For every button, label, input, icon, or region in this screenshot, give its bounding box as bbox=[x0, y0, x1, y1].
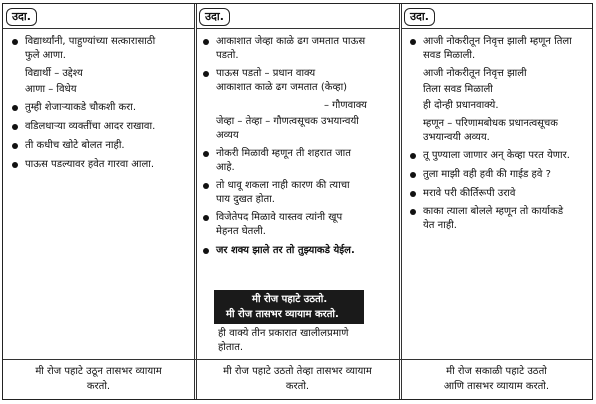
footer-line: करतो. bbox=[285, 381, 310, 392]
highlight-line: मी रोज तासभर व्यायाम करतो. bbox=[226, 309, 339, 320]
compound-sentence-column bbox=[401, 4, 592, 399]
example-item: तू पुण्याला जाणार अन् केव्हा परत येणार. bbox=[423, 150, 570, 161]
complex-sentence-column bbox=[196, 4, 399, 399]
predicate-label: आणा – विधेय bbox=[25, 84, 77, 95]
example-item: वडिलधाऱ्या व्यक्तींचा आदर राखावा. bbox=[25, 121, 156, 132]
column-divider bbox=[399, 4, 400, 399]
example-item: मरावे परी कीर्तिरूपी उरावे bbox=[423, 188, 516, 199]
subordinate-label: – गौणवाक्य bbox=[324, 100, 367, 111]
simple-sentence-column bbox=[3, 4, 194, 399]
example-item: पाऊस पडतो – प्रधान वाक्य bbox=[216, 68, 316, 79]
example-item-cont: आहे. bbox=[216, 162, 235, 173]
example-item: तो धावू शकला नाही कारण की त्याचा bbox=[216, 180, 350, 191]
conjunction-note-cont: उभयान्वयी अव्यय. bbox=[423, 132, 490, 143]
example-item-cont: फुले आणा. bbox=[25, 50, 66, 61]
example-item: तुम्ही शेजाऱ्याकडे चौकशी करा. bbox=[25, 102, 137, 113]
footer-line: मी रोज सकाळी पहाटे उठतो bbox=[446, 366, 547, 377]
example-item: नोकरी मिळावी म्हणून ती शहरात जात bbox=[216, 148, 351, 159]
example-item: विजेतेपद मिळावे यास्तव त्यांनी खूप bbox=[216, 212, 343, 223]
example-item-cont: सवड मिळाली. bbox=[423, 50, 476, 61]
example-item: आजी नोकरीतून निवृत्त झाली म्हणून तिला bbox=[423, 36, 572, 47]
highlight-line: मी रोज पहाटे उठतो. bbox=[252, 294, 328, 305]
explanation-line: ही वाक्ये तीन प्रकारात खालीलप्रमाणे bbox=[218, 328, 349, 339]
clause-line: आजी नोकरीतून निवृत्त झाली bbox=[423, 68, 527, 79]
example-item: तुला माझी वही हवी की गाईड हवे ? bbox=[423, 169, 551, 180]
conjunction-note: जेव्हा – तेव्हा – गौणत्वसूचक उभयान्वयी bbox=[216, 116, 359, 127]
example-tag: उदा. bbox=[6, 8, 37, 26]
example-item-cont: पडतो. bbox=[216, 50, 239, 61]
example-tag: उदा. bbox=[199, 8, 230, 26]
example-item: विद्यार्थ्यांनी, पाहुण्यांच्या सत्कारासाठी bbox=[25, 36, 156, 47]
clause-note: ही दोन्ही प्रधानवाक्ये. bbox=[423, 100, 499, 111]
example-tag: उदा. bbox=[404, 8, 435, 26]
clause-line: तिला सवड मिळाली bbox=[423, 84, 493, 95]
footer-line: करतो. bbox=[86, 381, 111, 392]
example-item-cont: येत नाही. bbox=[423, 220, 457, 231]
conjunction-note-cont: अव्यय bbox=[216, 130, 239, 141]
tag-rule bbox=[3, 28, 194, 29]
example-item-cont: पाय दुखत होता. bbox=[216, 194, 275, 205]
example-item-cont: मेहनत घेतली. bbox=[216, 226, 266, 237]
column-divider bbox=[194, 4, 195, 399]
example-item: जर शक्य झाले तर तो तुझ्याकडे येईल. bbox=[216, 245, 355, 256]
examples-table bbox=[2, 3, 593, 400]
footer-line: मी रोज पहाटे उठून तासभर व्यायाम bbox=[35, 366, 162, 377]
highlight-box bbox=[214, 290, 364, 324]
subject-label: विद्यार्थी – उद्देश्य bbox=[25, 68, 83, 79]
tag-rule bbox=[196, 28, 399, 29]
example-item-cont: आकाशात काळे ढग जमतात (केव्हा) bbox=[216, 82, 348, 93]
tag-rule bbox=[401, 28, 592, 29]
example-item: पाऊस पडल्यावर हवेत गारवा आला. bbox=[25, 159, 155, 170]
example-item: ती कधीच खोटे बोलत नाही. bbox=[25, 140, 125, 151]
footer-line: आणि तासभर व्यायाम करतो. bbox=[443, 381, 550, 392]
conjunction-note: म्हणून – परिणामबोधक प्रधानत्वसूचक bbox=[423, 118, 558, 129]
footer-line: मी रोज पहाटे उठतो तेव्हा तासभर व्यायाम bbox=[223, 366, 372, 377]
explanation-line: होतात. bbox=[218, 342, 244, 353]
example-item: आकाशात जेव्हा काळे ढग जमतात पाऊस bbox=[216, 36, 366, 47]
example-item: काका त्याला बोलले म्हणून तो कार्याकडे bbox=[423, 206, 564, 217]
